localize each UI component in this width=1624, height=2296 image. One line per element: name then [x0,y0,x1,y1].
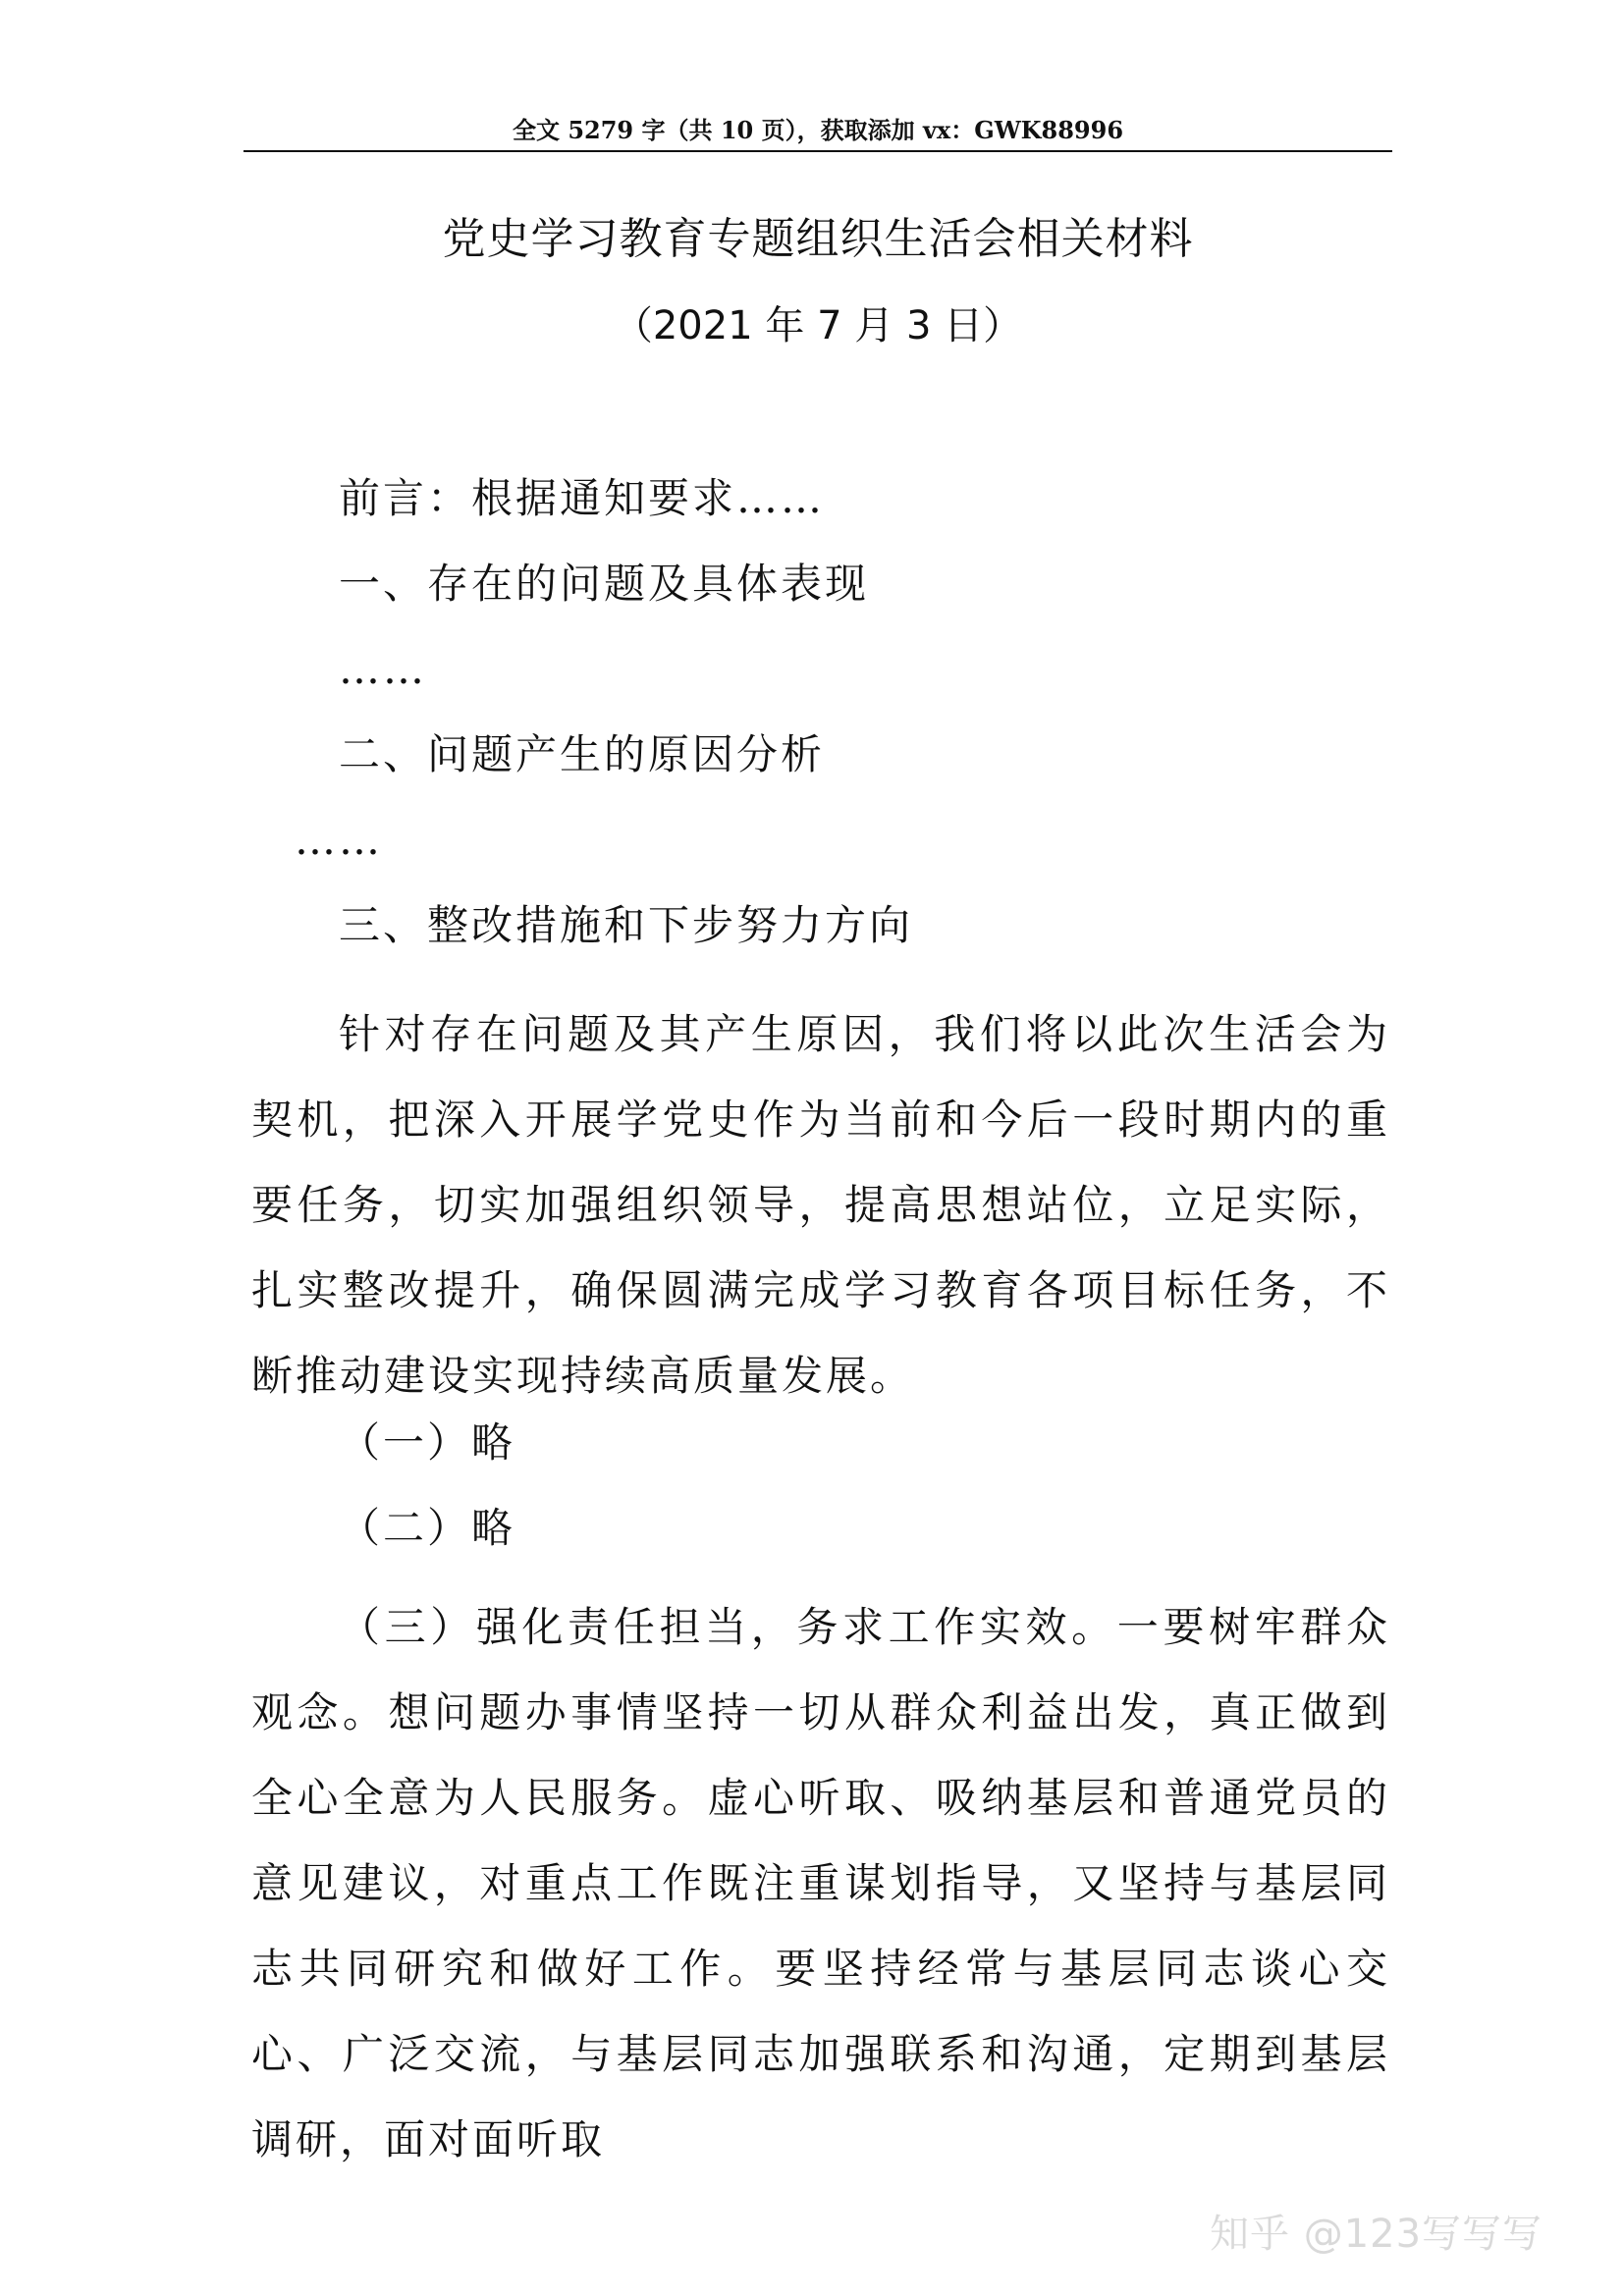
body-paragraph-2: （三）强化责任担当，务求工作实效。一要树牢群众观念。想问题办事情坚持一切从群众利益出发，真正做到全心全意为人民服务。虚心听取、吸纳基层和普通党员的意见建议，对重点工作既注重谋划指导，又坚持与基层同志共同研究和做好工作。要坚持经常与基层同志谈心交心、广泛交流，与基层同志加强联系和沟通，定期到基层调研，面对面听取 [251,1603,1390,2163]
ellipsis-1: …… [339,645,427,693]
ellipsis-2: …… [295,816,383,864]
watermark: 知乎 @123写写写 [1210,2212,1543,2257]
section-heading-1: 一、存在的问题及具体表现 [339,560,870,608]
document-title: 党史学习教育专题组织生活会相关材料 [442,214,1194,264]
section-heading-3: 三、整改措施和下步努力方向 [339,901,914,949]
body-paragraph-1: 针对存在问题及其产生原因，我们将以此次生活会为契机，把深入开展学党史作为当前和今后一段时期内的重要任务，切实加强组织领导，提高思想站位，立足实际，扎实整改提升，确保圆满完成学习教育各项目标任务，不断推动建设实现持续高质量发展。 [251,1010,1390,1400]
sub-item-1: （一）略 [339,1418,516,1467]
sub-item-2: （二）略 [339,1504,516,1552]
section-heading-2: 二、问题产生的原因分析 [339,730,826,778]
preface-line: 前言：根据通知要求…… [339,474,826,522]
header-divider [244,150,1392,152]
header-note: 全文 5279 字（共 10 页），获取添加 vx：GWK88996 [512,116,1124,144]
document-date: （2021 年 7 月 3 日） [613,303,1023,348]
